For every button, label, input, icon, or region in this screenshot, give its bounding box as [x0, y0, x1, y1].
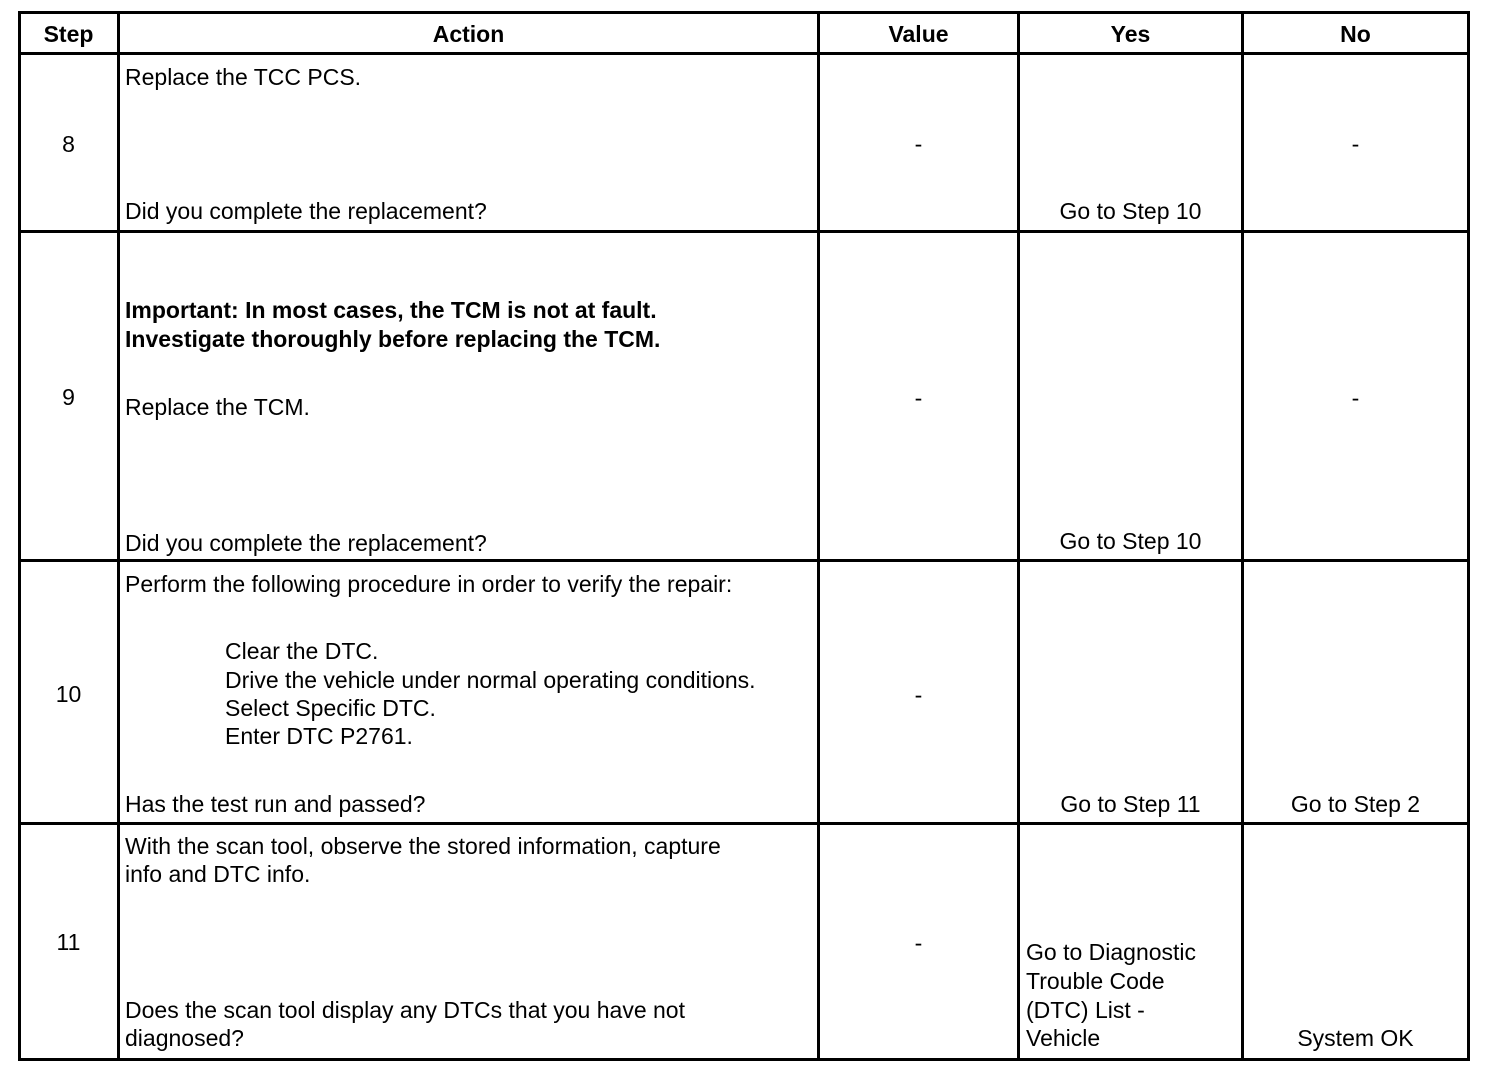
header-yes: Yes — [1110, 21, 1151, 47]
action-text: Perform the following procedure in order to verify the repair: — [125, 571, 733, 597]
value-cell: - — [914, 930, 923, 956]
step-number: 10 — [55, 681, 82, 707]
procedure-step: Clear the DTC. — [225, 638, 379, 664]
yes-cell: Go to Step 11 — [1060, 791, 1201, 817]
header-step: Step — [43, 21, 94, 47]
action-text: info and DTC info. — [125, 861, 311, 887]
header-no: No — [1340, 21, 1371, 47]
step-number: 8 — [62, 131, 75, 157]
procedure-step: Select Specific DTC. — [225, 695, 436, 721]
action-text: Replace the TCC PCS. — [125, 64, 362, 90]
row-divider — [18, 822, 1470, 825]
question-text: Did you complete the replacement? — [125, 198, 487, 224]
no-cell: System OK — [1297, 1025, 1414, 1051]
row-divider — [18, 559, 1470, 562]
value-cell: - — [914, 682, 923, 708]
step-number: 11 — [56, 929, 81, 955]
procedure-step: Enter DTC P2761. — [225, 723, 413, 749]
no-cell: - — [1351, 385, 1360, 411]
step-number: 9 — [62, 384, 75, 410]
column-divider — [817, 11, 820, 1061]
yes-cell-line: Go to Diagnostic — [1026, 939, 1197, 965]
header-value: Value — [888, 21, 949, 47]
important-note: Important: In most cases, the TCM is not at fault. — [125, 297, 657, 323]
column-divider — [1241, 11, 1244, 1061]
value-cell: - — [914, 385, 923, 411]
action-text: With the scan tool, observe the stored information, capture — [125, 833, 721, 859]
important-note: Investigate thoroughly before replacing the TCM. — [125, 326, 661, 352]
action-text: Replace the TCM. — [125, 394, 310, 420]
yes-cell: Go to Step 10 — [1059, 198, 1202, 224]
question-text: Does the scan tool display any DTCs that you have not — [125, 997, 685, 1023]
header-action: Action — [432, 21, 505, 47]
question-text: diagnosed? — [125, 1025, 244, 1051]
row-divider — [18, 52, 1470, 55]
yes-cell-line: Vehicle — [1026, 1025, 1101, 1051]
value-cell: - — [914, 131, 923, 157]
yes-cell-line: Trouble Code — [1026, 968, 1165, 994]
yes-cell: Go to Step 10 — [1059, 528, 1202, 554]
no-cell: Go to Step 2 — [1290, 791, 1421, 817]
question-text: Did you complete the replacement? — [125, 530, 487, 556]
column-divider — [117, 11, 120, 1061]
procedure-step: Drive the vehicle under normal operating conditions. — [225, 667, 756, 693]
question-text: Has the test run and passed? — [125, 791, 426, 817]
row-divider — [18, 230, 1470, 233]
yes-cell-line: (DTC) List - — [1026, 997, 1145, 1023]
no-cell: - — [1351, 131, 1360, 157]
